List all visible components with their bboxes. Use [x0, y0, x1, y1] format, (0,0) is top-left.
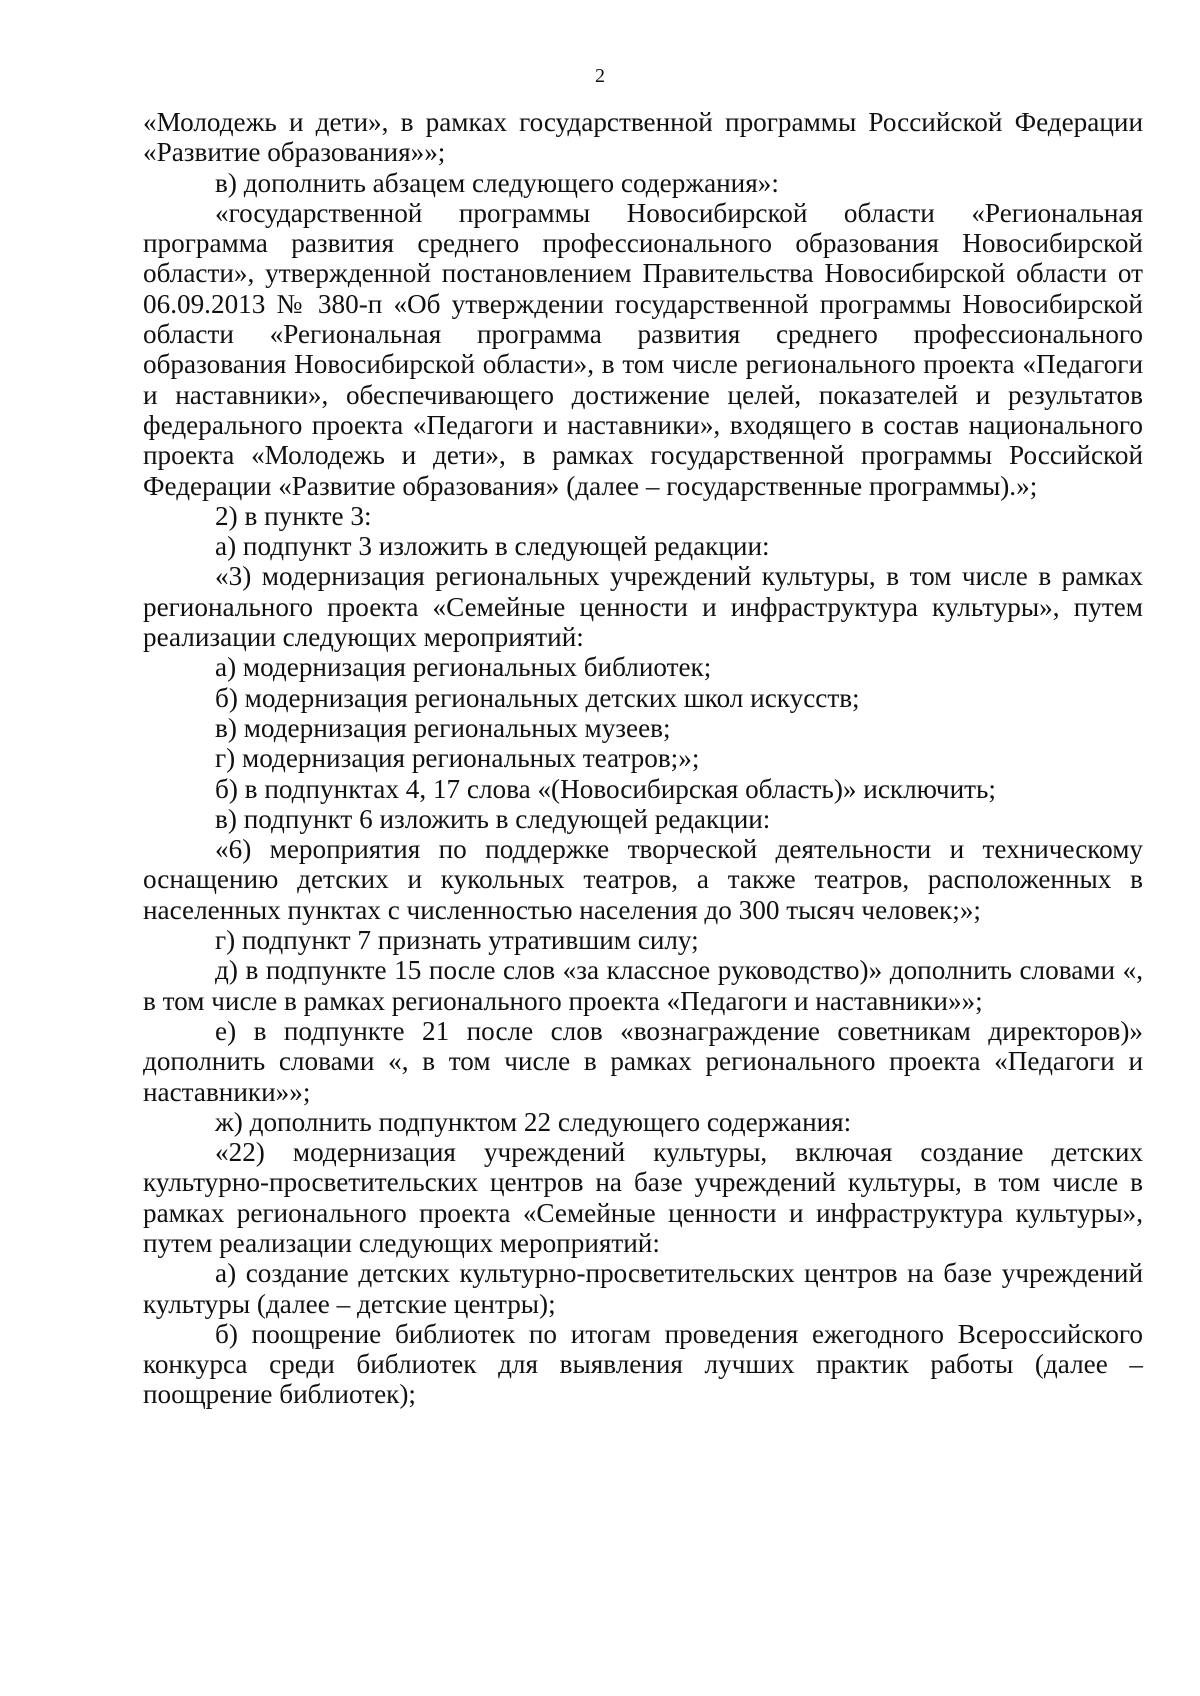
paragraph: «Молодежь и дети», в рамках государственной программы Российской Федерации «Развитие образования»»; [143, 107, 1143, 168]
paragraph: б) поощрение библиотек по итогам проведения ежегодного Всероссийского конкурса среди библиотек для выявления лучших практик работы (далее – поощрение библиотек); [143, 1318, 1143, 1410]
paragraph: «государственной программы Новосибирской области «Региональная программа развития среднего профессионального образования Новосибирской области», утвержденной постановлением Правительства Новосибирской области от 06.09.2013 № 380-п «Об утверждении государственной программы Новосибирской области «Региональная программа развития среднего профессионального образования Новосибирской области», в том числе регионального проекта «Педагоги и наставники», обеспечивающего достижение целей, показателей и результатов федерального проекта «Педагоги и наставники», входящего в состав национального проекта «Молодежь и дети», в рамках государственной программы Российской Федерации «Развитие образования» (далее – государственные программы).»; [143, 197, 1143, 501]
paragraph: в) модернизация региональных музеев; [215, 712, 671, 743]
paragraph: в) дополнить абзацем следующего содержания»: [215, 167, 779, 198]
paragraph: б) модернизация региональных детских школ искусств; [215, 682, 860, 713]
document-body [143, 107, 1143, 1410]
paragraph: г) модернизация региональных театров;»; [215, 743, 700, 774]
paragraph: г) подпункт 7 признать утратившим силу; [215, 925, 699, 956]
paragraph: в) подпункт 6 изложить в следующей редакции: [215, 803, 771, 834]
paragraph: а) подпункт 3 изложить в следующей редакции: [215, 531, 770, 562]
paragraph: д) в подпункте 15 после слов «за классное руководство)» дополнить словами «, в том числе в рамках регионального проекта «Педагоги и наставники»»; [143, 955, 1143, 1016]
paragraph: е) в подпункте 21 после слов «вознаграждение советникам директоров)» дополнить словами «, в том числе в рамках регионального проекта «Педагоги и наставники»»; [143, 1015, 1143, 1107]
page-number: 2 [595, 65, 605, 87]
paragraph: а) создание детских культурно-просветительских центров на базе учреждений культуры (далее – детские центры); [143, 1258, 1143, 1319]
paragraph: «22) модернизация учреждений культуры, включая создание детских культурно-просветительских центров на базе учреждений культуры, в том числе в рамках регионального проекта «Семейные ценности и инфраструктура культуры», путем реализации следующих мероприятий: [143, 1137, 1143, 1258]
paragraph: 2) в пункте 3: [215, 500, 372, 531]
paragraph: «6) мероприятия по поддержке творческой деятельности и техническому оснащению детских и кукольных театров, а также театров, расположенных в населенных пунктах с численностью населения до 300 тысяч человек;»; [143, 834, 1143, 925]
paragraph: «3) модернизация региональных учреждений культуры, в том числе в рамках регионального проекта «Семейные ценности и инфраструктура культуры», путем реализации следующих мероприятий: [143, 561, 1143, 653]
paragraph: ж) дополнить подпунктом 22 следующего содержания: [215, 1106, 852, 1137]
paragraph: а) модернизация региональных библиотек; [215, 652, 712, 683]
paragraph: б) в подпунктах 4, 17 слова «(Новосибирская область)» исключить; [215, 773, 996, 804]
